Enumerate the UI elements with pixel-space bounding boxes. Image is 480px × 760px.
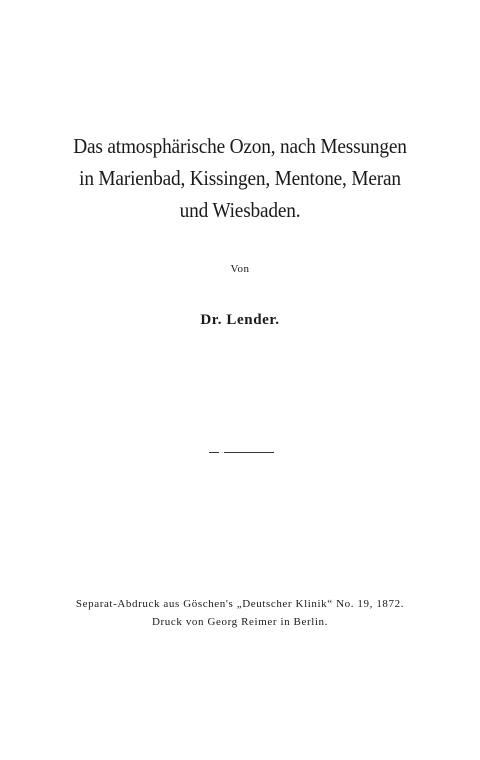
separator-rule-long [224, 452, 274, 453]
title-line-3: und Wiesbaden. [179, 198, 301, 222]
document-title [19, 130, 461, 226]
byline-von: Von [230, 263, 250, 275]
imprint-line-2: Druck von Georg Reimer in Berlin. [151, 616, 328, 628]
title-line-1: Das atmosphärische Ozon, nach Messungen [73, 134, 407, 158]
imprint-line-1: Separat-Abdruck aus Göschen's „Deutscher Klinik“ No. 19, 1872. [75, 598, 405, 610]
author-name: Dr. Lender. [200, 312, 280, 328]
separator-rule-short [209, 452, 219, 453]
title-line-2: in Marienbad, Kissingen, Mentone, Meran [79, 166, 401, 190]
